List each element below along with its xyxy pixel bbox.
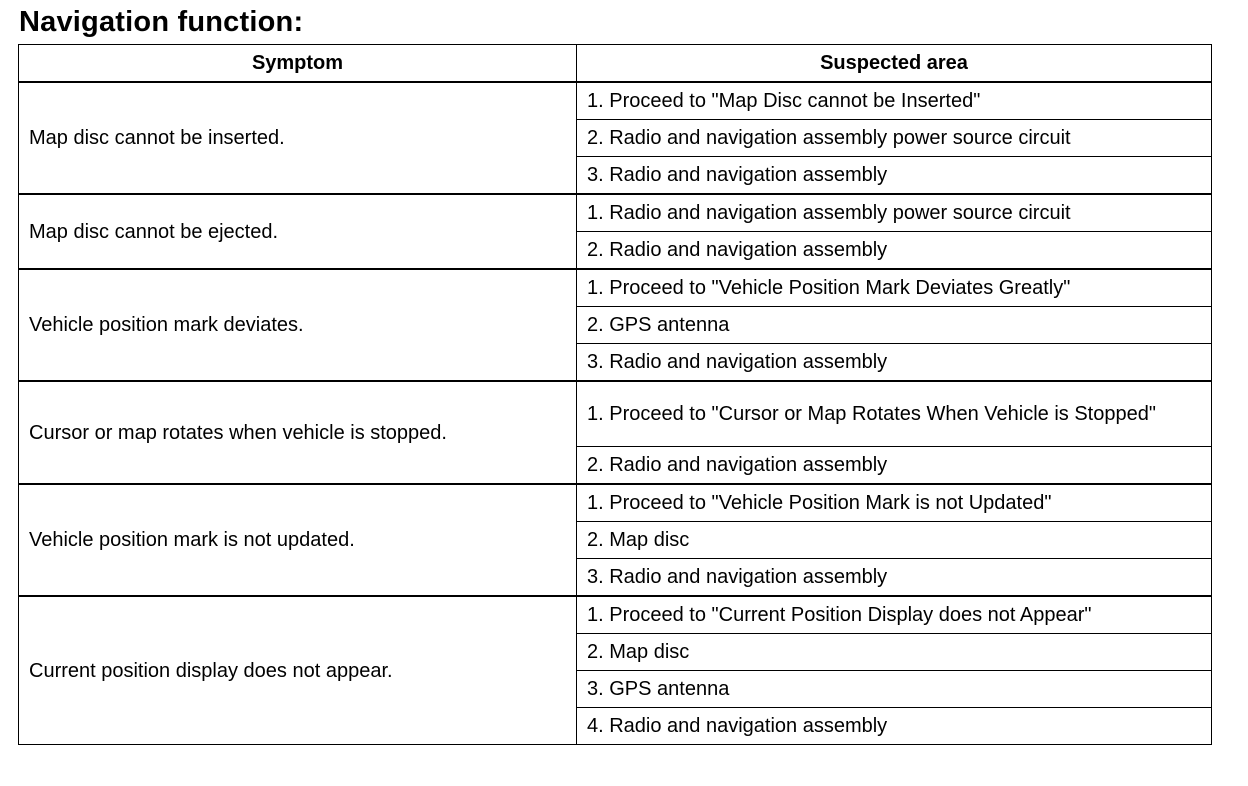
suspected-area-cell: 1. Proceed to "Vehicle Position Mark Deviates Greatly"	[577, 269, 1212, 307]
suspected-area-cell: 2. Radio and navigation assembly	[577, 447, 1212, 485]
symptom-cell: Vehicle position mark deviates.	[19, 269, 577, 381]
header-symptom: Symptom	[19, 45, 577, 83]
symptom-cell: Map disc cannot be inserted.	[19, 82, 577, 194]
table-body	[19, 82, 1212, 745]
suspected-area-cell: 1. Proceed to "Map Disc cannot be Inserted"	[577, 82, 1212, 120]
suspected-area-cell: 3. Radio and navigation assembly	[577, 559, 1212, 597]
suspected-area-cell: 2. Map disc	[577, 522, 1212, 559]
suspected-area-cell: 2. Radio and navigation assembly power source circuit	[577, 120, 1212, 157]
suspected-area-cell: 2. GPS antenna	[577, 307, 1212, 344]
symptom-cell: Map disc cannot be ejected.	[19, 194, 577, 269]
suspected-area-cell: 3. Radio and navigation assembly	[577, 344, 1212, 382]
table-row	[19, 381, 1212, 447]
symptom-table	[18, 44, 1212, 745]
suspected-area-cell: 1. Radio and navigation assembly power source circuit	[577, 194, 1212, 232]
table-row	[19, 269, 1212, 307]
header-suspected-area: Suspected area	[577, 45, 1212, 83]
symptom-cell: Current position display does not appear.	[19, 596, 577, 745]
suspected-area-cell: 3. GPS antenna	[577, 671, 1212, 708]
suspected-area-cell: 1. Proceed to "Vehicle Position Mark is not Updated"	[577, 484, 1212, 522]
table-row	[19, 194, 1212, 232]
table-header-row	[19, 45, 1212, 83]
suspected-area-cell: 3. Radio and navigation assembly	[577, 157, 1212, 195]
suspected-area-cell: 4. Radio and navigation assembly	[577, 708, 1212, 745]
suspected-area-cell: 2. Radio and navigation assembly	[577, 232, 1212, 270]
suspected-area-cell: 2. Map disc	[577, 634, 1212, 671]
symptom-cell: Vehicle position mark is not updated.	[19, 484, 577, 596]
page-title: Navigation function:	[19, 6, 304, 38]
symptom-cell: Cursor or map rotates when vehicle is stopped.	[19, 381, 577, 484]
suspected-area-cell: 1. Proceed to "Current Position Display does not Appear"	[577, 596, 1212, 634]
table-row	[19, 596, 1212, 634]
suspected-area-cell: 1. Proceed to "Cursor or Map Rotates When Vehicle is Stopped"	[577, 381, 1212, 447]
table-row	[19, 82, 1212, 120]
table-row	[19, 484, 1212, 522]
